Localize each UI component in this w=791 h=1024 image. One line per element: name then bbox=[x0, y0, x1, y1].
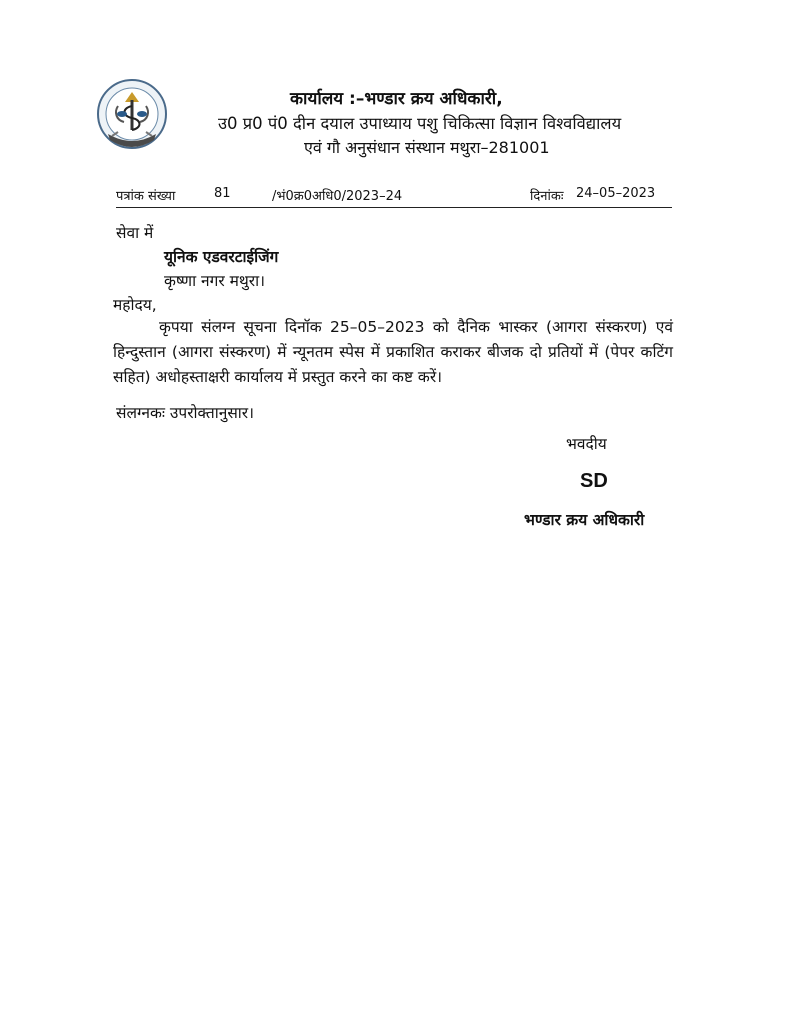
letter-date: 24–05–2023 bbox=[576, 186, 656, 201]
letter-paragraph: कृपया संलग्न सूचना दिनॉक 25–05–2023 को दैनिक भास्कर (आगरा संस्करण) एवं हिन्दुस्तान (आगरा संस्करण) में न्यूनतम स्पेस में प्रकाशित कराकर बीजक दो प्रतियों में (पेपर कटिंग सहित) अधोहस्ताक्षरी कार्यालय में प्रस्तुत करने का कष्ट करें। bbox=[113, 318, 673, 386]
university-address: एवं गौ अनुसंधान संस्थान मथुरा–281001 bbox=[304, 138, 550, 157]
reference-label: पत्रांक संख्या bbox=[116, 189, 176, 204]
date-label: दिनांकः bbox=[530, 189, 564, 204]
addressee-name: यूनिक एडवरटाईजिंग bbox=[164, 248, 279, 266]
university-name: उ0 प्र0 पं0 दीन दयाल उपाध्याय पशु चिकित्सा विज्ञान विश्वविद्यालय bbox=[218, 114, 622, 133]
signature: SD bbox=[580, 470, 608, 492]
header-divider bbox=[116, 207, 672, 208]
reference-code: /भं0क्र0अधि0/2023–24 bbox=[272, 189, 403, 204]
addressee-location: कृष्णा नगर मथुरा। bbox=[164, 272, 266, 290]
university-seal-logo bbox=[92, 76, 172, 156]
closing: भवदीय bbox=[566, 435, 607, 453]
signatory-designation: भण्डार क्रय अधिकारी bbox=[524, 511, 645, 529]
salutation-to: सेवा में bbox=[116, 224, 154, 242]
greeting: महोदय, bbox=[113, 296, 157, 314]
reference-number: 81 bbox=[214, 186, 231, 201]
enclosure-note: संलग्नकः उपरोक्तानुसार। bbox=[116, 404, 255, 422]
office-title: कार्यालय :–भण्डार क्रय अधिकारी, bbox=[290, 89, 503, 109]
